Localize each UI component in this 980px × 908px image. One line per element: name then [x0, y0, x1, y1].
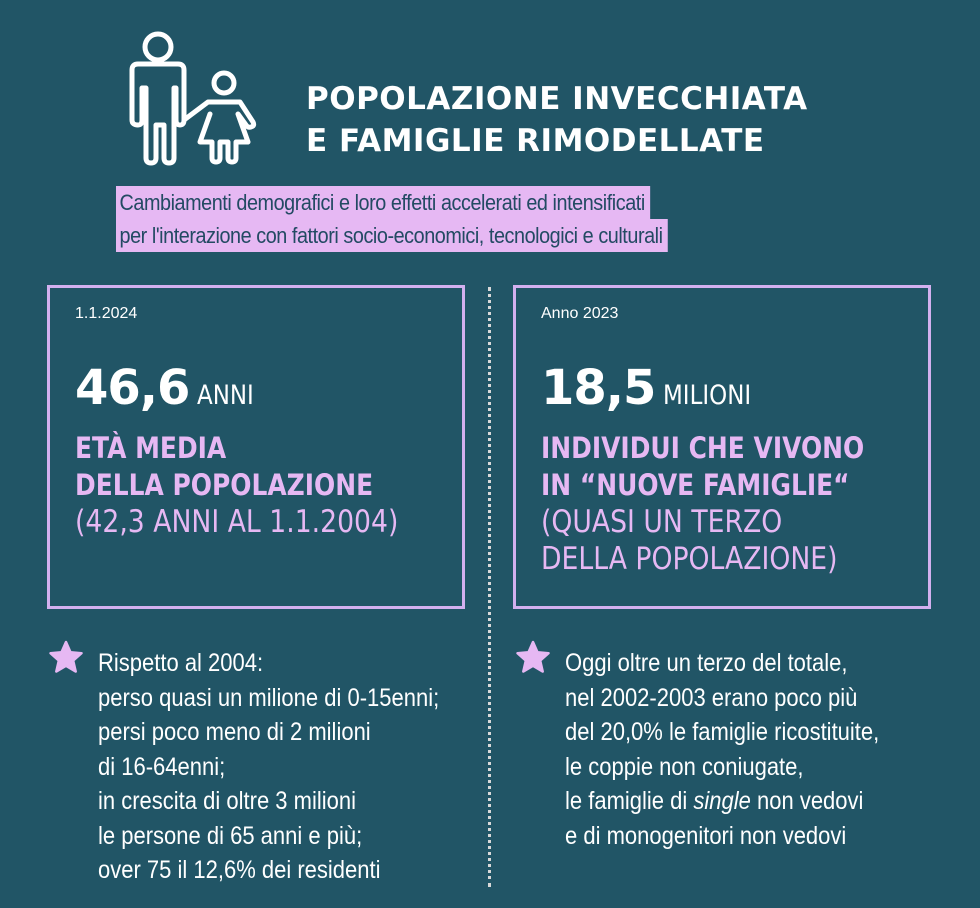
big-stat — [75, 360, 264, 416]
bullet-line: perso quasi un milione di 0-15enni; — [98, 683, 440, 712]
median-age-box — [47, 285, 465, 609]
bullet-line: le coppie non coniugate, — [565, 752, 804, 781]
heading-line-2: IN “NUOVE FAMIGLIE“ — [541, 468, 850, 502]
bullet-line: persi poco meno di 2 milioni — [98, 718, 371, 746]
bullet-line: le persone di 65 anni e più; — [98, 821, 363, 850]
bullet-text — [98, 646, 439, 888]
stat-value: 46,6 — [75, 360, 190, 416]
stat-note: (42,3 ANNI AL 1.1.2004) — [75, 504, 399, 540]
bullet-line: Oggi oltre un terzo del totale, — [565, 649, 848, 677]
family-icon — [118, 30, 258, 170]
dotted-divider — [488, 287, 491, 887]
bullet-line: over 75 il 12,6% dei residenti — [98, 856, 381, 884]
heading-line-1: INDIVIDUI CHE VIVONO — [541, 431, 865, 465]
title-line-1: POPOLAZIONE INVECCHIATA — [306, 81, 808, 117]
italic-word: single — [693, 787, 751, 815]
bullet-line: nel 2002-2003 erano poco più — [565, 683, 858, 712]
bullet-line: in crescita di oltre 3 milioni — [98, 787, 356, 815]
subtitle — [116, 186, 743, 252]
heading-line-2: DELLA POPOLAZIONE — [75, 468, 374, 502]
bullet-line — [565, 784, 879, 819]
big-stat — [541, 360, 767, 416]
subtitle-line-2: per l'interazione con fattori socio-economici, tecnologici e culturali — [116, 219, 668, 252]
bullet-line: di 16-64enni; — [98, 752, 226, 781]
bullet-line: e di monogenitori non vedovi — [565, 821, 847, 850]
stat-unit: ANNI — [197, 380, 255, 411]
heading-line-1: ETÀ MEDIA — [75, 431, 227, 465]
stat-heading — [541, 430, 864, 578]
stat-note-line-2: DELLA POPOLAZIONE) — [541, 541, 838, 577]
text-part: non vedovi — [750, 787, 864, 815]
stat-heading — [75, 430, 398, 541]
bullet-text — [565, 646, 879, 853]
star-icon — [515, 640, 551, 674]
stat-unit: MILIONI — [663, 380, 752, 411]
text-part: le famiglie di — [565, 787, 694, 815]
subtitle-line-1: Cambiamenti demografici e loro effetti accelerati ed intensificati — [116, 186, 650, 219]
star-icon — [48, 640, 84, 674]
box-date: 1.1.2024 — [75, 305, 138, 322]
title-line-2: E FAMIGLIE RIMODELLATE — [306, 123, 765, 159]
stat-value: 18,5 — [541, 360, 656, 416]
bullet-line: del 20,0% le famiglie ricostituite, — [565, 718, 880, 746]
bullet-line: Rispetto al 2004: — [98, 649, 264, 677]
box-date: Anno 2023 — [541, 305, 619, 322]
new-families-box — [513, 285, 931, 609]
page-title — [306, 78, 808, 162]
stat-note-line-1: (QUASI UN TERZO — [541, 504, 783, 540]
